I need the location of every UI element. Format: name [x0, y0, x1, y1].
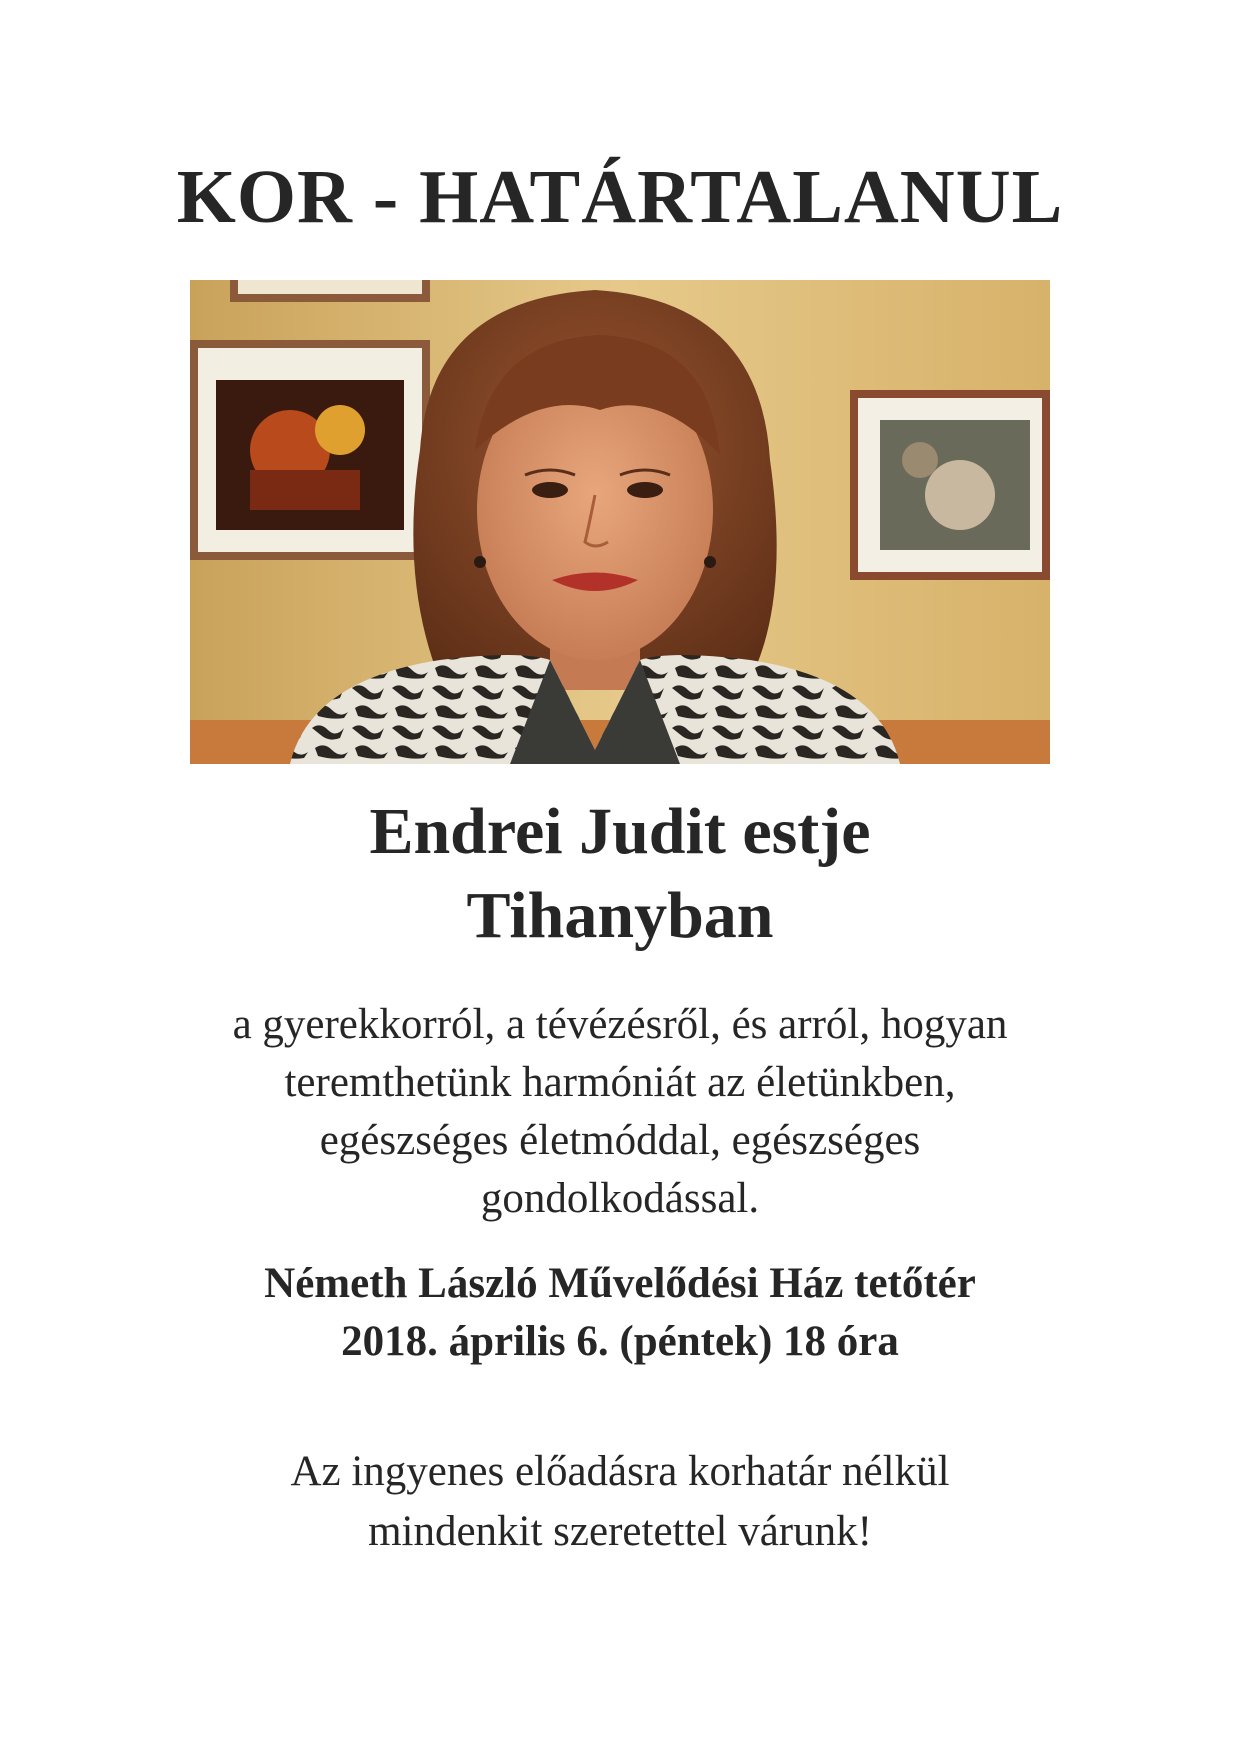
poster-title: KOR - HATÁRTALANUL	[176, 155, 1064, 239]
event-datetime: 2018. április 6. (péntek) 18 óra	[341, 1318, 899, 1365]
event-venue-datetime	[0, 1255, 1240, 1371]
invitation-text	[0, 1442, 1240, 1562]
description-line-4: gondolkodással.	[480, 1175, 760, 1222]
invitation-line-2: mindenkit szeretettel várunk!	[368, 1508, 872, 1555]
headline-line-2: Tihanyban	[466, 879, 774, 952]
venue-place: Németh László Művelődési Ház tetőtér	[264, 1260, 976, 1307]
portrait-illustration	[190, 280, 1050, 764]
event-headline	[0, 790, 1240, 958]
headline-line-1: Endrei Judit estje	[369, 795, 871, 868]
invitation-line-1: Az ingyenes előadásra korhatár nélkül	[290, 1448, 950, 1495]
description-line-2: teremthetünk harmóniát az életünkben,	[284, 1059, 956, 1106]
portrait-photo	[190, 280, 1050, 764]
event-description	[0, 996, 1240, 1228]
description-line-3: egészséges életmóddal, egészséges	[319, 1117, 921, 1164]
description-line-1: a gyerekkorról, a tévézésről, és arról, hogyan	[232, 1001, 1008, 1048]
